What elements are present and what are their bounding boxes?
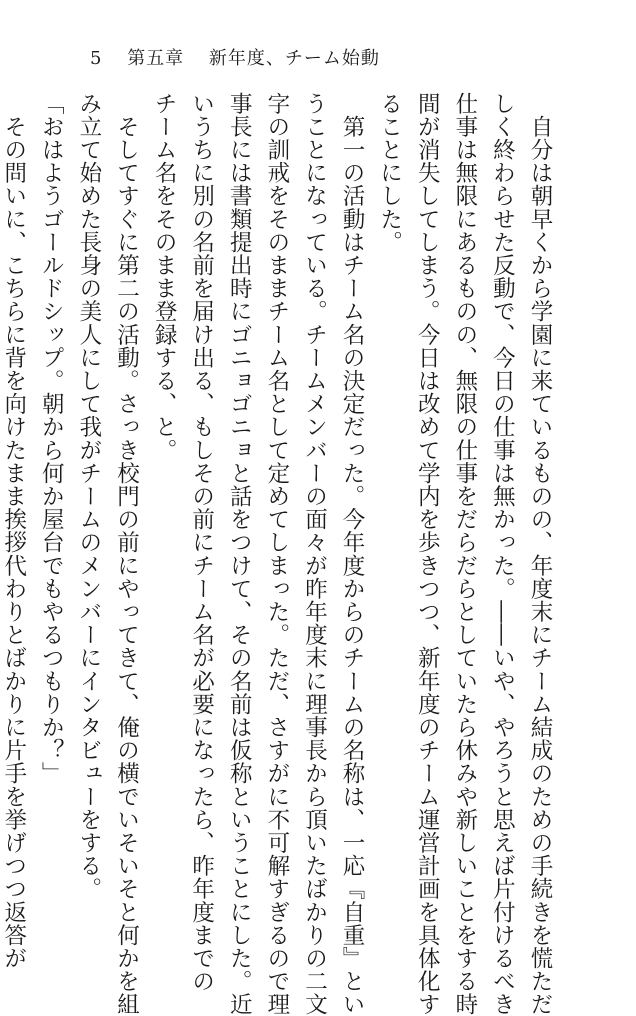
text-line: 自分は朝早くから学園に来ているものの、年度末にチーム結成のための手続きを慌ただ — [527, 92, 553, 1016]
text-line: 事長には書類提出時にゴニョゴニョと話をつけて、その名前は仮称ということにした。近 — [226, 92, 253, 1016]
text-line: み立て始めた長身の美人にして我がチームのメンバーにインタビューをする。 — [75, 92, 102, 901]
text-line: ることにした。 — [376, 92, 403, 254]
text-line: その問いに、こちらに背を向けたまま挨拶代わりとばかりに片手を挙げつつ返答が — [0, 92, 27, 970]
chapter-label: 第五章 — [127, 48, 185, 69]
text-line: 「おはようゴールドシップ。朝から何か屋台でもやるつもりか？」 — [38, 92, 65, 785]
running-header — [90, 44, 380, 70]
body-text — [0, 92, 558, 1016]
text-line: しく終わらせた反動で、今日の仕事は無かった。――いや、やろうと思えば片付けるべき — [489, 92, 516, 1016]
chapter-title: 新年度、チーム始動 — [208, 48, 380, 69]
text-line: うことになっている。チームメンバーの面々が昨年度末に理事長から頂いたばかりの二文 — [301, 92, 328, 1016]
text-line: 間が消失してしまう。今日は改めて学内を歩きつつ、新年度のチーム運営計画を具体化す — [414, 92, 441, 1016]
text-line: そしてすぐに第二の活動。さっき校門の前にやってきて、俺の横でいそいそと何かを組 — [113, 92, 140, 1016]
text-line: 字の訓戒をそのままチーム名として定めてしまった。ただ、さすがに不可解すぎるので理 — [263, 92, 290, 1016]
page-number: 5 — [90, 48, 103, 69]
text-line: 第一の活動はチーム名の決定だった。今年度からのチームの名称は、一応『自重』とい — [339, 92, 366, 1016]
text-line: チーム名をそのまま登録する、と。 — [151, 92, 178, 462]
text-line: 仕事は無限にあるものの、無限の仕事をだらだらとしていたら休みや新しいことをする時 — [451, 92, 478, 1016]
text-line: いうちに別の名前を届け出る、もしその前にチーム名が必要になったら、昨年度までの — [188, 92, 215, 993]
